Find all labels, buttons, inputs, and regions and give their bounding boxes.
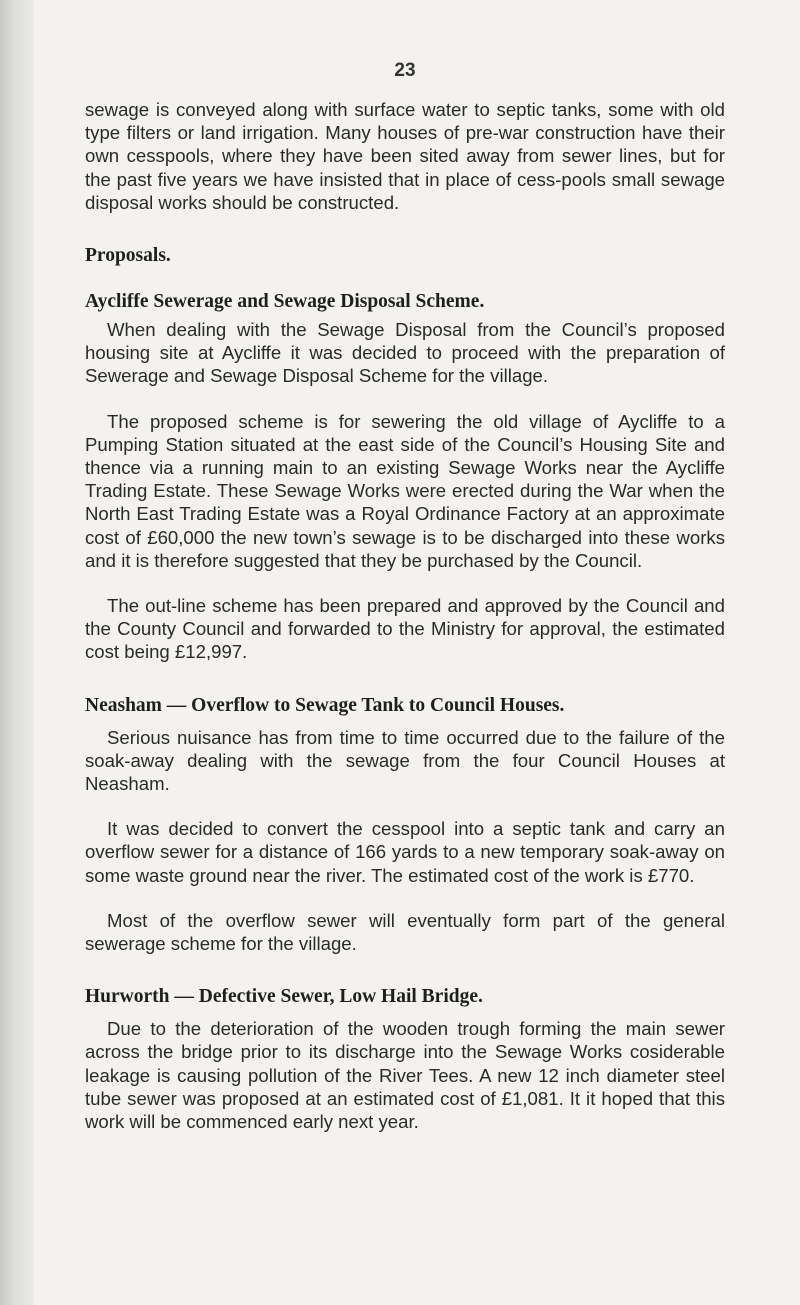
neasham-heading: Neasham — Overflow to Sewage Tank to Council Houses. [85, 694, 565, 716]
aycliffe-paragraph-1: When dealing with the Sewage Disposal from the Council’s proposed housing site at Aycliffe it was decided to proceed with the preparation of Sewerage and Sewage Disposal Scheme for the village. [85, 319, 725, 387]
aycliffe-heading: Aycliffe Sewerage and Sewage Disposal Scheme. [85, 291, 485, 313]
neasham-paragraph-2: It was decided to convert the cesspool into a septic tank and carry an overflow sewer for a distance of 166 yards to a new temporary soak-away on some waste ground near the river. The estimated cost of the work is £770. [85, 818, 725, 886]
aycliffe-paragraph-3: The out-line scheme has been prepared and approved by the Council and the County Council and forwarded to the Ministry for approval, the estimated cost being £12,997. [85, 595, 725, 663]
page-number: 23 [394, 60, 416, 81]
page-shadow-edge [0, 0, 34, 1305]
hurworth-paragraph-1: Due to the deterioration of the wooden trough forming the main sewer across the bridge prior to its discharge into the Sewage Works cosiderable leakage is causing pollution of the River Tees. A new 12 inch diameter steel tube sewer was proposed at an estimated cost of £1,081. It it hoped that this work will be commenced early next year. [85, 1018, 725, 1133]
neasham-section [85, 694, 725, 956]
neasham-paragraph-3: Most of the overflow sewer will eventually form part of the general sewerage scheme for the village. [85, 909, 725, 955]
proposals-heading: Proposals. [85, 245, 171, 267]
neasham-paragraph-1: Serious nuisance has from time to time occurred due to the failure of the soak-away dealing with the sewage from the four Council Houses at Neasham. [85, 726, 725, 795]
hurworth-heading: Hurworth — Defective Sewer, Low Hail Bridge. [85, 986, 483, 1008]
aycliffe-section [85, 290, 725, 664]
intro-paragraph: sewage is conveyed along with surface water to septic tanks, some with old type filters or land irrigation. Many houses of pre-war construction have their own cesspools, where they have been sited away from sewer lines, but for the past five years we have insisted that in place of cess-pools small sewage disposal works should be constructed. [85, 99, 725, 213]
document-body [85, 98, 725, 1133]
aycliffe-paragraph-2: The proposed scheme is for sewering the old village of Aycliffe to a Pumping Station situated at the east side of the Council’s Housing Site and thence via a running main to an existing Sewage Works near the Aycliffe Trading Estate. These Sewage Works were erected during the War when the North East Trading Estate was a Royal Ordinance Factory at an approximate cost of £60,000 the new town’s sewage is to be discharged into these works and it is therefore suggested that they be purchased by the Council. [85, 410, 725, 571]
hurworth-section [85, 985, 725, 1133]
